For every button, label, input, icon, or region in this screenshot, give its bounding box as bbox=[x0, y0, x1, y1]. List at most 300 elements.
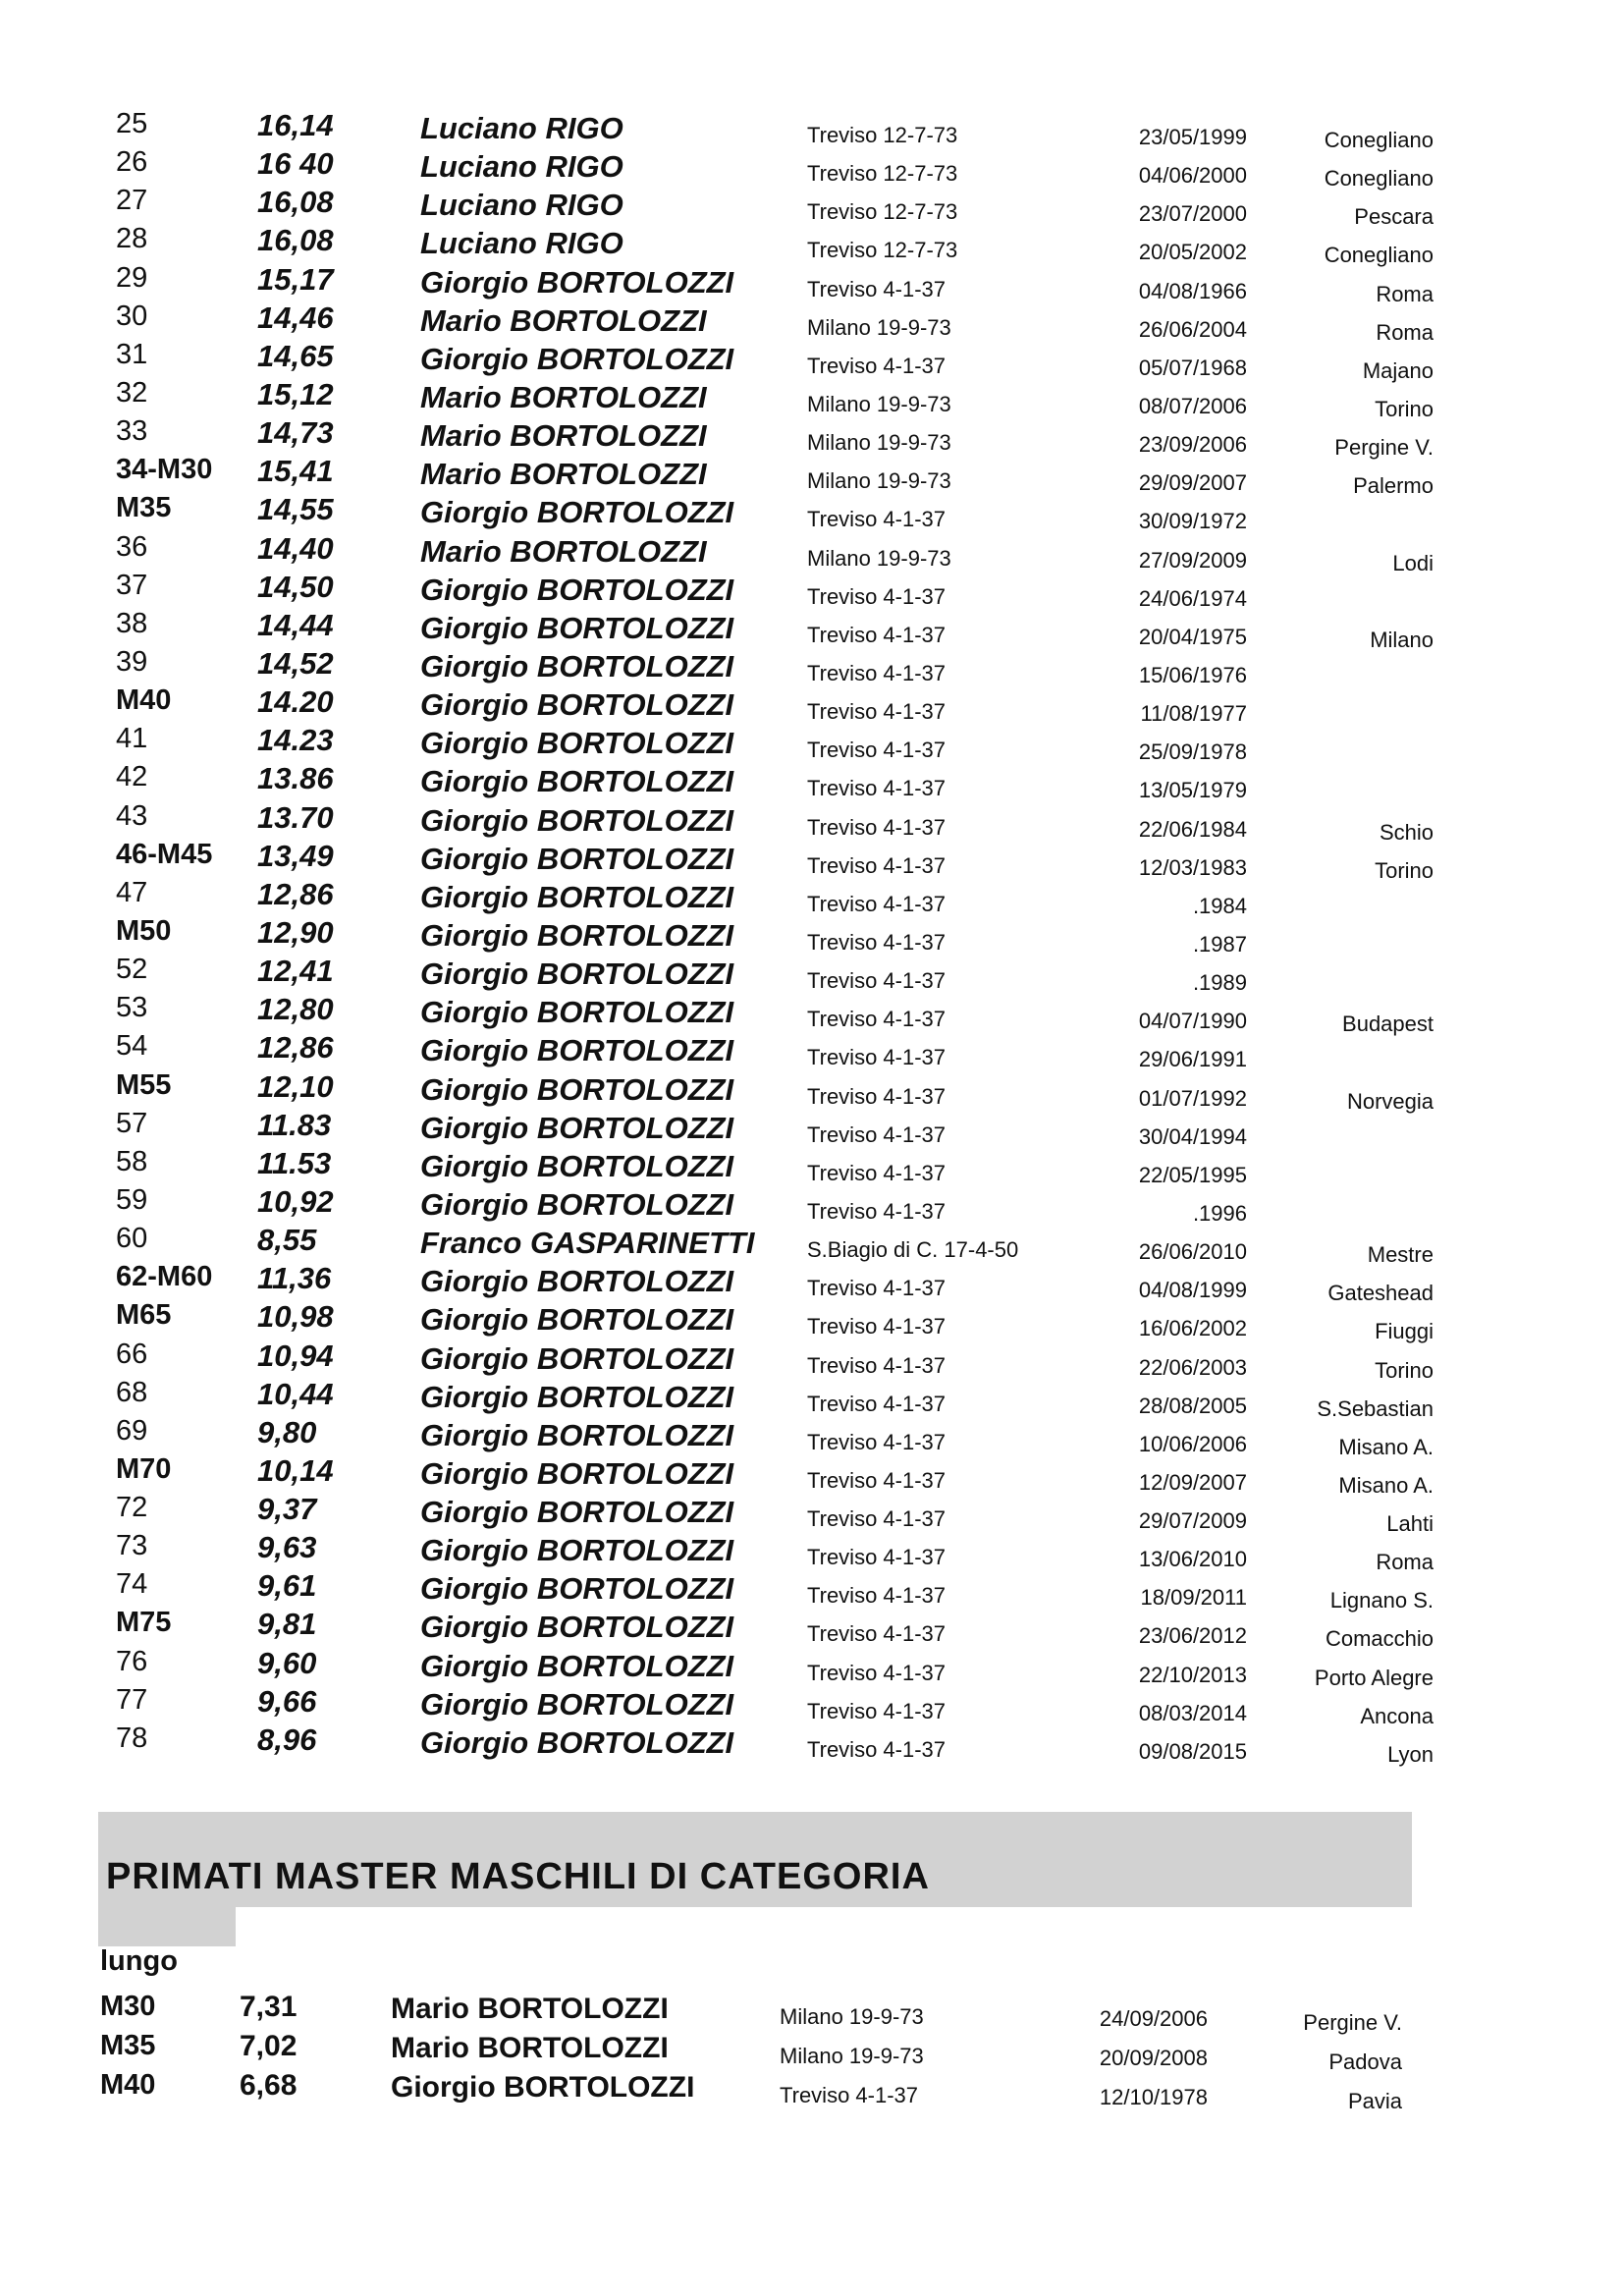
place-cell: Torino bbox=[1375, 396, 1434, 421]
age-cell: M65 bbox=[116, 1299, 172, 1332]
age-cell: 38 bbox=[116, 607, 148, 639]
age-cell: 78 bbox=[116, 1722, 148, 1754]
age-cell: 25 bbox=[116, 108, 148, 139]
athlete-name-cell: Giorgio BORTOLOZZI bbox=[420, 841, 734, 876]
place-cell: Conegliano bbox=[1324, 166, 1434, 191]
table-row bbox=[0, 837, 1624, 883]
age-cell: 36 bbox=[116, 530, 148, 563]
event-label: lungo bbox=[100, 1945, 178, 1977]
athlete-name-cell: Giorgio BORTOLOZZI bbox=[420, 726, 734, 761]
performance-cell: 14,40 bbox=[257, 530, 334, 566]
birth-cell: Treviso 4-1-37 bbox=[807, 1045, 947, 1070]
performance-cell: 12,86 bbox=[257, 876, 334, 911]
birth-cell: Treviso 4-1-37 bbox=[807, 699, 947, 725]
birth-cell: Treviso 12-7-73 bbox=[807, 238, 958, 263]
performance-cell: 15,12 bbox=[257, 376, 334, 411]
birth-cell: Treviso 4-1-37 bbox=[807, 929, 947, 955]
performance-cell: 7,02 bbox=[240, 2030, 298, 2062]
table-row bbox=[0, 759, 1624, 803]
table-row bbox=[0, 952, 1624, 996]
birth-cell: Treviso 4-1-37 bbox=[807, 583, 947, 609]
date-cell: 23/09/2006 bbox=[1138, 432, 1247, 458]
athlete-name-cell: Luciano RIGO bbox=[420, 149, 623, 185]
birth-cell: Milano 19-9-73 bbox=[780, 2044, 924, 2068]
table-row bbox=[0, 568, 1624, 611]
athlete-name-cell: Giorgio BORTOLOZZI bbox=[391, 2071, 695, 2104]
birth-cell: Treviso 4-1-37 bbox=[807, 1583, 947, 1609]
performance-cell: 13,49 bbox=[257, 838, 334, 873]
date-cell: 29/06/1991 bbox=[1138, 1047, 1247, 1072]
place-cell: Roma bbox=[1376, 281, 1434, 306]
table-row bbox=[0, 1989, 1624, 2035]
birth-cell: Treviso 4-1-37 bbox=[807, 1160, 947, 1185]
performance-cell: 13.86 bbox=[257, 761, 334, 796]
date-cell: 01/07/1992 bbox=[1138, 1085, 1247, 1111]
date-cell: 12/03/1983 bbox=[1138, 854, 1247, 880]
date-cell: 12/09/2007 bbox=[1138, 1469, 1247, 1495]
athlete-name-cell: Giorgio BORTOLOZZI bbox=[420, 1686, 734, 1722]
performance-cell: 9,37 bbox=[257, 1492, 317, 1527]
table-row bbox=[0, 1297, 1624, 1344]
birth-cell: Treviso 4-1-37 bbox=[807, 1621, 947, 1647]
athlete-name-cell: Giorgio BORTOLOZZI bbox=[420, 264, 734, 300]
place-cell: Padova bbox=[1328, 2050, 1402, 2074]
performance-cell: 14,50 bbox=[257, 569, 334, 604]
birth-cell: Treviso 12-7-73 bbox=[807, 199, 958, 225]
place-cell: Schio bbox=[1379, 819, 1434, 845]
performance-cell: 15,17 bbox=[257, 261, 334, 297]
place-cell: Mestre bbox=[1367, 1242, 1434, 1268]
performance-cell: 14,46 bbox=[257, 300, 334, 335]
table-row bbox=[0, 875, 1624, 918]
birth-cell: Treviso 4-1-37 bbox=[807, 1391, 947, 1416]
age-cell: 52 bbox=[116, 954, 148, 986]
place-cell: Norvegia bbox=[1346, 1088, 1434, 1114]
table-row bbox=[0, 1028, 1624, 1072]
date-cell: 23/07/2000 bbox=[1138, 201, 1247, 227]
place-cell: Torino bbox=[1375, 857, 1434, 883]
birth-cell: Milano 19-9-73 bbox=[807, 314, 951, 340]
athlete-name-cell: Giorgio BORTOLOZZI bbox=[420, 1264, 734, 1299]
age-cell: 39 bbox=[116, 645, 148, 678]
date-cell: 22/06/2003 bbox=[1138, 1354, 1247, 1380]
performance-cell: 10,14 bbox=[257, 1452, 334, 1488]
athlete-name-cell: Giorgio BORTOLOZZI bbox=[420, 1610, 734, 1645]
birth-cell: Milano 19-9-73 bbox=[807, 468, 951, 494]
table-row bbox=[0, 1566, 1624, 1613]
athlete-name-cell: Giorgio BORTOLOZZI bbox=[420, 995, 734, 1030]
athlete-name-cell: Giorgio BORTOLOZZI bbox=[420, 1571, 734, 1607]
table-row bbox=[0, 260, 1624, 306]
birth-cell: Treviso 4-1-37 bbox=[807, 1506, 947, 1532]
birth-cell: Treviso 4-1-37 bbox=[807, 814, 947, 840]
table-row bbox=[0, 413, 1624, 461]
age-cell: 32 bbox=[116, 376, 148, 409]
table-row bbox=[0, 1490, 1624, 1537]
age-cell: 26 bbox=[116, 146, 148, 179]
birth-cell: Treviso 4-1-37 bbox=[807, 1352, 947, 1378]
birth-cell: Treviso 12-7-73 bbox=[807, 123, 958, 147]
age-cell: 53 bbox=[116, 992, 148, 1024]
table-row bbox=[0, 1721, 1624, 1767]
place-cell: Misano A. bbox=[1338, 1434, 1434, 1459]
birth-cell: Treviso 12-7-73 bbox=[807, 161, 958, 187]
table-row bbox=[0, 2028, 1624, 2074]
age-cell: M55 bbox=[116, 1068, 172, 1101]
age-cell: 68 bbox=[116, 1376, 148, 1408]
table-row bbox=[0, 221, 1624, 268]
date-cell: 24/06/1974 bbox=[1138, 585, 1247, 611]
place-cell: Comacchio bbox=[1325, 1626, 1434, 1652]
age-cell: 28 bbox=[116, 223, 148, 255]
athlete-name-cell: Giorgio BORTOLOZZI bbox=[420, 1340, 734, 1376]
table-row bbox=[0, 1182, 1624, 1226]
table-row bbox=[0, 1375, 1624, 1421]
date-cell: 18/09/2011 bbox=[1140, 1585, 1247, 1611]
performance-cell: 12,90 bbox=[257, 914, 334, 950]
age-cell: M35 bbox=[100, 2030, 156, 2061]
date-cell: 10/06/2006 bbox=[1138, 1431, 1247, 1456]
date-cell: .1996 bbox=[1192, 1200, 1247, 1226]
table-row bbox=[0, 606, 1624, 652]
athlete-name-cell: Mario BORTOLOZZI bbox=[420, 379, 707, 414]
performance-cell: 14,55 bbox=[257, 492, 334, 527]
table-row bbox=[0, 913, 1624, 957]
birth-cell: Treviso 4-1-37 bbox=[807, 1198, 947, 1224]
age-cell: M50 bbox=[116, 914, 172, 947]
date-cell: .1989 bbox=[1192, 970, 1247, 996]
birth-cell: Treviso 4-1-37 bbox=[807, 660, 947, 685]
athlete-name-cell: Giorgio BORTOLOZZI bbox=[420, 957, 734, 992]
place-cell: Torino bbox=[1375, 1357, 1434, 1383]
place-cell: Pescara bbox=[1354, 204, 1434, 230]
age-cell: 43 bbox=[116, 799, 148, 832]
age-cell: 73 bbox=[116, 1530, 148, 1562]
performance-cell: 6,68 bbox=[240, 2069, 298, 2102]
performance-cell: 8,96 bbox=[257, 1722, 317, 1757]
date-cell: .1984 bbox=[1192, 893, 1247, 918]
birth-cell: Milano 19-9-73 bbox=[807, 545, 951, 571]
age-cell: 29 bbox=[116, 261, 148, 294]
place-cell: Budapest bbox=[1342, 1011, 1434, 1037]
table-row bbox=[0, 144, 1624, 191]
age-cell: 69 bbox=[116, 1414, 148, 1447]
athlete-name-cell: Mario BORTOLOZZI bbox=[420, 418, 707, 454]
date-cell: 04/06/2000 bbox=[1138, 163, 1247, 189]
place-cell: S.Sebastian bbox=[1317, 1395, 1434, 1421]
date-cell: 05/07/1968 bbox=[1138, 355, 1247, 380]
age-cell: M40 bbox=[116, 684, 172, 717]
athlete-name-cell: Luciano RIGO bbox=[420, 226, 623, 261]
performance-cell: 14.23 bbox=[257, 723, 334, 758]
performance-cell: 10,44 bbox=[257, 1376, 334, 1411]
athlete-name-cell: Giorgio BORTOLOZZI bbox=[420, 879, 734, 914]
lungo-records-table bbox=[0, 1989, 1624, 2113]
athlete-name-cell: Giorgio BORTOLOZZI bbox=[420, 1071, 734, 1107]
athlete-name-cell: Giorgio BORTOLOZZI bbox=[420, 572, 734, 607]
performance-cell: 14,73 bbox=[257, 415, 334, 451]
age-cell: 59 bbox=[116, 1183, 148, 1216]
performance-cell: 16,14 bbox=[257, 108, 334, 142]
performance-cell: 14,65 bbox=[257, 338, 334, 373]
date-cell: 11/08/1977 bbox=[1140, 701, 1247, 727]
birth-cell: Treviso 4-1-37 bbox=[807, 353, 947, 378]
performance-cell: 10,98 bbox=[257, 1299, 334, 1335]
birth-cell: Treviso 4-1-37 bbox=[807, 1276, 947, 1301]
date-cell: 13/05/1979 bbox=[1138, 778, 1247, 803]
date-cell: 29/09/2007 bbox=[1138, 470, 1247, 496]
athlete-name-cell: Mario BORTOLOZZI bbox=[420, 533, 707, 569]
table-row bbox=[0, 1221, 1624, 1268]
date-cell: 27/09/2009 bbox=[1138, 547, 1247, 573]
place-cell: Lyon bbox=[1387, 1741, 1434, 1767]
place-cell: Roma bbox=[1376, 319, 1434, 345]
date-cell: 08/07/2006 bbox=[1138, 393, 1247, 418]
table-row bbox=[0, 721, 1624, 765]
place-cell: Pergine V. bbox=[1334, 435, 1434, 461]
table-row bbox=[0, 798, 1624, 845]
age-cell: M35 bbox=[116, 492, 172, 524]
date-cell: 20/04/1975 bbox=[1138, 624, 1247, 649]
performance-cell: 11.83 bbox=[257, 1107, 332, 1142]
table-row bbox=[0, 644, 1624, 687]
date-cell: 23/06/2012 bbox=[1138, 1623, 1247, 1649]
table-row bbox=[0, 1067, 1624, 1114]
athlete-name-cell: Giorgio BORTOLOZZI bbox=[420, 1110, 734, 1145]
age-cell: 54 bbox=[116, 1030, 148, 1063]
performance-cell: 10,92 bbox=[257, 1183, 334, 1219]
age-cell: M75 bbox=[116, 1607, 172, 1639]
date-cell: 12/10/1978 bbox=[1099, 2085, 1208, 2109]
age-cell: 30 bbox=[116, 300, 148, 332]
performance-cell: 14,52 bbox=[257, 645, 334, 681]
table-row bbox=[0, 452, 1624, 499]
birth-cell: Treviso 4-1-37 bbox=[807, 968, 947, 994]
place-cell: Palermo bbox=[1353, 473, 1434, 499]
table-row bbox=[0, 2067, 1624, 2113]
age-cell: 42 bbox=[116, 761, 148, 793]
performance-cell: 9,63 bbox=[257, 1530, 317, 1565]
place-cell: Pergine V. bbox=[1303, 2010, 1402, 2035]
date-cell: .1987 bbox=[1192, 931, 1247, 957]
birth-cell: Treviso 4-1-37 bbox=[807, 1121, 947, 1147]
date-cell: 22/05/1995 bbox=[1138, 1162, 1247, 1187]
date-cell: 29/07/2009 bbox=[1138, 1508, 1247, 1534]
date-cell: 23/05/1999 bbox=[1138, 125, 1247, 149]
place-cell: Gateshead bbox=[1327, 1281, 1434, 1306]
birth-cell: Treviso 4-1-37 bbox=[807, 852, 947, 878]
table-row bbox=[0, 490, 1624, 534]
athlete-name-cell: Giorgio BORTOLOZZI bbox=[420, 917, 734, 953]
table-row bbox=[0, 183, 1624, 230]
athlete-name-cell: Giorgio BORTOLOZZI bbox=[420, 764, 734, 799]
records-table bbox=[0, 106, 1624, 1767]
date-cell: 04/08/1966 bbox=[1138, 278, 1247, 303]
table-row bbox=[0, 1682, 1624, 1728]
athlete-name-cell: Giorgio BORTOLOZZI bbox=[420, 1495, 734, 1530]
performance-cell: 11,36 bbox=[257, 1261, 332, 1296]
athlete-name-cell: Giorgio BORTOLOZZI bbox=[420, 341, 734, 376]
performance-cell: 14.20 bbox=[257, 684, 334, 720]
athlete-name-cell: Giorgio BORTOLOZZI bbox=[420, 1648, 734, 1683]
date-cell: 20/05/2002 bbox=[1138, 240, 1247, 265]
place-cell: Conegliano bbox=[1324, 243, 1434, 268]
table-row bbox=[0, 1337, 1624, 1383]
performance-cell: 16,08 bbox=[257, 185, 334, 220]
table-row bbox=[0, 337, 1624, 383]
age-cell: 57 bbox=[116, 1107, 148, 1139]
birth-cell: Treviso 4-1-37 bbox=[807, 1314, 947, 1339]
athlete-name-cell: Giorgio BORTOLOZZI bbox=[420, 1148, 734, 1183]
performance-cell: 9,66 bbox=[257, 1683, 317, 1719]
table-row bbox=[0, 1605, 1624, 1652]
performance-cell: 13.70 bbox=[257, 799, 334, 835]
table-row bbox=[0, 1259, 1624, 1306]
event-tab-background bbox=[98, 1907, 236, 1946]
age-cell: 31 bbox=[116, 338, 148, 370]
birth-cell: Treviso 4-1-37 bbox=[807, 622, 947, 647]
birth-cell: Treviso 4-1-37 bbox=[807, 1736, 947, 1762]
date-cell: 26/06/2010 bbox=[1138, 1239, 1247, 1265]
date-cell: 24/09/2006 bbox=[1099, 2006, 1208, 2031]
performance-cell: 16 40 bbox=[257, 146, 334, 182]
age-cell: 72 bbox=[116, 1492, 148, 1524]
birth-cell: Treviso 4-1-37 bbox=[780, 2083, 919, 2107]
birth-cell: Treviso 4-1-37 bbox=[807, 1429, 947, 1454]
table-row bbox=[0, 299, 1624, 345]
date-cell: 08/03/2014 bbox=[1138, 1700, 1247, 1725]
performance-cell: 9,80 bbox=[257, 1414, 317, 1449]
performance-cell: 12,10 bbox=[257, 1068, 334, 1104]
table-row bbox=[0, 1144, 1624, 1187]
age-cell: 60 bbox=[116, 1223, 148, 1255]
athlete-name-cell: Mario BORTOLOZZI bbox=[391, 1993, 669, 2025]
athlete-name-cell: Giorgio BORTOLOZZI bbox=[420, 495, 734, 530]
place-cell: Porto Alegre bbox=[1314, 1665, 1434, 1690]
table-row bbox=[0, 1528, 1624, 1575]
age-cell: 34-M30 bbox=[116, 454, 213, 486]
place-cell: Misano A. bbox=[1338, 1472, 1434, 1498]
place-cell: Roma bbox=[1376, 1550, 1434, 1575]
performance-cell: 9,81 bbox=[257, 1607, 317, 1642]
performance-cell: 12,86 bbox=[257, 1030, 334, 1066]
athlete-name-cell: Giorgio BORTOLOZZI bbox=[420, 1379, 734, 1414]
birth-cell: Milano 19-9-73 bbox=[807, 391, 951, 416]
birth-cell: Treviso 4-1-37 bbox=[807, 1660, 947, 1685]
date-cell: 04/08/1999 bbox=[1138, 1278, 1247, 1303]
date-cell: 13/06/2010 bbox=[1138, 1547, 1247, 1572]
birth-cell: Treviso 4-1-37 bbox=[807, 776, 947, 801]
birth-cell: Treviso 4-1-37 bbox=[807, 891, 947, 916]
age-cell: 37 bbox=[116, 569, 148, 601]
age-cell: M30 bbox=[100, 1991, 156, 2022]
date-cell: 16/06/2002 bbox=[1138, 1316, 1247, 1341]
age-cell: 74 bbox=[116, 1568, 148, 1601]
birth-cell: Treviso 4-1-37 bbox=[807, 1698, 947, 1723]
athlete-name-cell: Mario BORTOLOZZI bbox=[420, 457, 707, 492]
place-cell: Lignano S. bbox=[1329, 1588, 1434, 1613]
athlete-name-cell: Giorgio BORTOLOZZI bbox=[420, 687, 734, 723]
place-cell: Milano bbox=[1370, 627, 1434, 652]
birth-cell: Treviso 4-1-37 bbox=[807, 1545, 947, 1570]
date-cell: 22/10/2013 bbox=[1138, 1662, 1247, 1687]
table-row bbox=[0, 106, 1624, 152]
age-cell: 33 bbox=[116, 415, 148, 448]
place-cell: Fiuggi bbox=[1375, 1319, 1434, 1344]
performance-cell: 10,94 bbox=[257, 1338, 334, 1373]
performance-cell: 7,31 bbox=[240, 1991, 298, 2023]
place-cell: Ancona bbox=[1360, 1703, 1434, 1728]
date-cell: 30/04/1994 bbox=[1138, 1123, 1247, 1149]
performance-cell: 8,55 bbox=[257, 1223, 317, 1258]
athlete-name-cell: Giorgio BORTOLOZZI bbox=[420, 648, 734, 683]
birth-cell: Treviso 4-1-37 bbox=[807, 738, 947, 763]
athlete-name-cell: Luciano RIGO bbox=[420, 188, 623, 223]
place-cell: Conegliano bbox=[1324, 128, 1434, 152]
date-cell: 25/09/1978 bbox=[1138, 739, 1247, 765]
athlete-name-cell: Giorgio BORTOLOZZI bbox=[420, 1302, 734, 1338]
section-title: PRIMATI MASTER MASCHILI DI CATEGORIA bbox=[106, 1856, 930, 1897]
age-cell: 76 bbox=[116, 1645, 148, 1677]
athlete-name-cell: Giorgio BORTOLOZZI bbox=[420, 1033, 734, 1068]
performance-cell: 11.53 bbox=[257, 1145, 332, 1180]
date-cell: 04/07/1990 bbox=[1138, 1009, 1247, 1034]
age-cell: 62-M60 bbox=[116, 1261, 213, 1293]
athlete-name-cell: Franco GASPARINETTI bbox=[420, 1226, 755, 1261]
age-cell: 27 bbox=[116, 185, 148, 217]
age-cell: 41 bbox=[116, 723, 148, 755]
table-row bbox=[0, 529, 1624, 575]
table-row bbox=[0, 1451, 1624, 1498]
performance-cell: 12,41 bbox=[257, 954, 334, 989]
place-cell: Lahti bbox=[1386, 1511, 1434, 1537]
place-cell: Majano bbox=[1362, 357, 1434, 383]
athlete-name-cell: Giorgio BORTOLOZZI bbox=[420, 1186, 734, 1222]
table-row bbox=[0, 1106, 1624, 1149]
birth-cell: Treviso 4-1-37 bbox=[807, 1083, 947, 1109]
table-row bbox=[0, 375, 1624, 421]
birth-cell: S.Biagio di C. 17-4-50 bbox=[807, 1237, 1019, 1263]
table-row bbox=[0, 990, 1624, 1037]
age-cell: 46-M45 bbox=[116, 838, 213, 870]
age-cell: 66 bbox=[116, 1338, 148, 1370]
athlete-name-cell: Giorgio BORTOLOZZI bbox=[420, 802, 734, 838]
age-cell: M70 bbox=[116, 1452, 172, 1485]
performance-cell: 9,61 bbox=[257, 1568, 317, 1604]
date-cell: 28/08/2005 bbox=[1138, 1393, 1247, 1418]
date-cell: 26/06/2004 bbox=[1138, 316, 1247, 342]
athlete-name-cell: Giorgio BORTOLOZZI bbox=[420, 1724, 734, 1760]
athlete-name-cell: Mario BORTOLOZZI bbox=[391, 2032, 669, 2064]
age-cell: M40 bbox=[100, 2069, 156, 2101]
performance-cell: 16,08 bbox=[257, 223, 334, 258]
table-row bbox=[0, 1413, 1624, 1459]
athlete-name-cell: Mario BORTOLOZZI bbox=[420, 302, 707, 338]
performance-cell: 12,80 bbox=[257, 992, 334, 1027]
date-cell: 30/09/1972 bbox=[1138, 509, 1247, 534]
birth-cell: Treviso 4-1-37 bbox=[807, 1467, 947, 1493]
place-cell: Pavia bbox=[1347, 2089, 1402, 2113]
age-cell: 47 bbox=[116, 876, 148, 908]
date-cell: 09/08/2015 bbox=[1138, 1738, 1247, 1764]
birth-cell: Treviso 4-1-37 bbox=[807, 1007, 947, 1032]
table-row bbox=[0, 683, 1624, 727]
performance-cell: 9,60 bbox=[257, 1645, 317, 1680]
age-cell: 77 bbox=[116, 1683, 148, 1716]
athlete-name-cell: Giorgio BORTOLOZZI bbox=[420, 610, 734, 645]
birth-cell: Milano 19-9-73 bbox=[780, 2004, 924, 2029]
place-cell: Lodi bbox=[1392, 550, 1434, 575]
